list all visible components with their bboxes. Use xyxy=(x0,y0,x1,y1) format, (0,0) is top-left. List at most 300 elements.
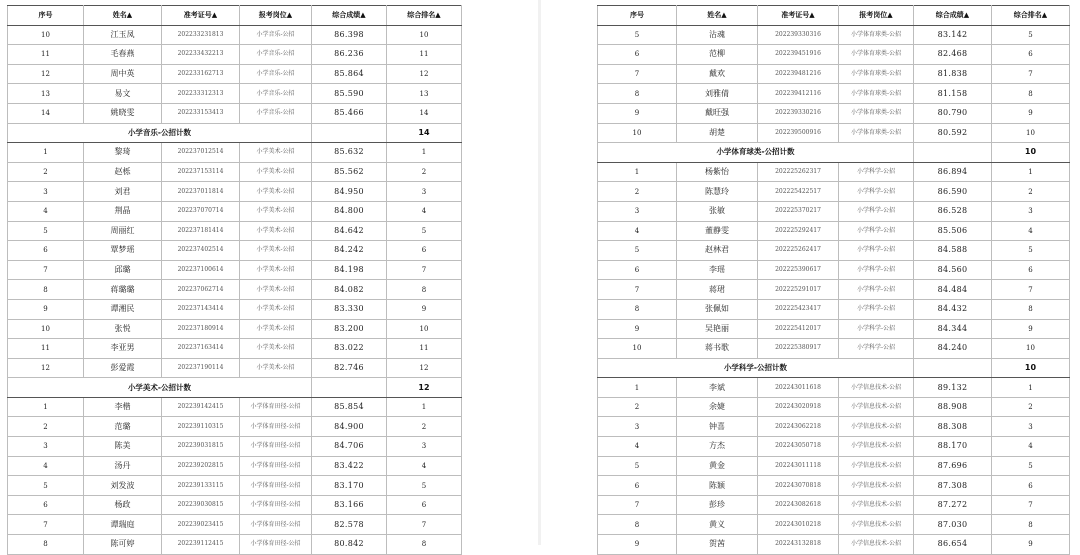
header-exam-no[interactable]: 准考证号▲ xyxy=(162,6,240,26)
header-rank[interactable]: 综合排名▲ xyxy=(992,6,1070,26)
rank-cell: 1 xyxy=(387,397,462,417)
name-cell: 彭珍 xyxy=(677,495,758,515)
post-cell: 小学体育田径-公招 xyxy=(240,495,312,515)
score-cell: 81.838 xyxy=(914,64,992,84)
seq-cell: 4 xyxy=(598,221,677,241)
name-cell: 毛春燕 xyxy=(84,45,162,65)
score-cell: 84.198 xyxy=(312,260,387,280)
rank-cell: 6 xyxy=(992,260,1070,280)
exam-no-cell: 202225390617 xyxy=(758,260,839,280)
name-cell: 彭爱霞 xyxy=(84,358,162,378)
rank-cell: 8 xyxy=(387,280,462,300)
score-cell: 85.506 xyxy=(914,221,992,241)
score-cell: 83.422 xyxy=(312,456,387,476)
header-name[interactable]: 姓名▲ xyxy=(84,6,162,26)
name-cell: 周中英 xyxy=(84,64,162,84)
table-row xyxy=(8,280,462,300)
post-cell: 小学体育球类-公招 xyxy=(839,64,914,84)
subtotal-row xyxy=(8,378,462,398)
exam-no-cell: 202239142415 xyxy=(162,397,240,417)
name-cell: 黄金 xyxy=(677,456,758,476)
name-cell: 汤丹 xyxy=(84,456,162,476)
rank-cell: 12 xyxy=(387,64,462,84)
post-cell: 小学科学-公招 xyxy=(839,221,914,241)
rank-cell: 2 xyxy=(387,417,462,437)
post-cell: 小学体育田径-公招 xyxy=(240,417,312,437)
table-row xyxy=(8,182,462,202)
subtotal-empty xyxy=(914,143,992,163)
seq-cell: 10 xyxy=(598,123,677,143)
score-cell: 80.790 xyxy=(914,103,992,123)
post-cell: 小学信息技术-公招 xyxy=(839,456,914,476)
subtotal-count: 14 xyxy=(387,123,462,143)
name-cell: 戴旺强 xyxy=(677,103,758,123)
table-row xyxy=(598,378,1070,398)
rank-cell: 10 xyxy=(387,25,462,45)
score-cell: 83.170 xyxy=(312,476,387,496)
name-cell: 陈颖 xyxy=(677,476,758,496)
post-cell: 小学科学-公招 xyxy=(839,241,914,261)
subtotal-empty xyxy=(914,358,992,378)
seq-cell: 9 xyxy=(598,535,677,555)
subtotal-empty xyxy=(312,123,387,143)
name-cell: 赵林君 xyxy=(677,241,758,261)
table-row xyxy=(8,260,462,280)
name-cell: 姚晓雯 xyxy=(84,103,162,123)
score-cell: 88.308 xyxy=(914,417,992,437)
score-cell: 82.468 xyxy=(914,45,992,65)
seq-cell: 2 xyxy=(598,397,677,417)
seq-cell: 10 xyxy=(598,339,677,359)
name-cell: 张悦 xyxy=(84,319,162,339)
score-cell: 82.578 xyxy=(312,515,387,535)
table-row xyxy=(598,123,1070,143)
post-cell: 小学信息技术-公招 xyxy=(839,378,914,398)
exam-no-cell: 202225423417 xyxy=(758,299,839,319)
exam-no-cell: 202239412116 xyxy=(758,84,839,104)
table-row xyxy=(598,299,1070,319)
post-cell: 小学美术-公招 xyxy=(240,260,312,280)
seq-cell: 3 xyxy=(8,437,84,457)
exam-no-cell: 202243050718 xyxy=(758,437,839,457)
name-cell: 吴艳丽 xyxy=(677,319,758,339)
left-page xyxy=(0,0,539,549)
name-cell: 董静雯 xyxy=(677,221,758,241)
score-cell: 86.590 xyxy=(914,182,992,202)
score-cell: 84.484 xyxy=(914,280,992,300)
table-row xyxy=(598,397,1070,417)
exam-no-cell: 202225292417 xyxy=(758,221,839,241)
score-cell: 84.900 xyxy=(312,417,387,437)
rank-cell: 12 xyxy=(387,358,462,378)
name-cell: 赵栎 xyxy=(84,162,162,182)
exam-no-cell: 202239112415 xyxy=(162,535,240,555)
score-cell: 84.588 xyxy=(914,241,992,261)
score-cell: 80.842 xyxy=(312,535,387,555)
post-cell: 小学美术-公招 xyxy=(240,182,312,202)
rank-cell: 4 xyxy=(992,221,1070,241)
seq-cell: 12 xyxy=(8,358,84,378)
exam-no-cell: 202243020918 xyxy=(758,397,839,417)
rank-cell: 8 xyxy=(992,84,1070,104)
post-cell: 小学音乐-公招 xyxy=(240,103,312,123)
seq-cell: 6 xyxy=(8,241,84,261)
rank-cell: 5 xyxy=(387,476,462,496)
rank-cell: 8 xyxy=(992,515,1070,535)
rank-cell: 6 xyxy=(992,476,1070,496)
table-row xyxy=(598,84,1070,104)
score-cell: 84.706 xyxy=(312,437,387,457)
exam-no-cell: 202239481216 xyxy=(758,64,839,84)
header-post[interactable]: 报考岗位▲ xyxy=(839,6,914,26)
post-cell: 小学美术-公招 xyxy=(240,339,312,359)
seq-cell: 10 xyxy=(8,319,84,339)
seq-cell: 5 xyxy=(598,25,677,45)
name-cell: 陈慧玲 xyxy=(677,182,758,202)
post-cell: 小学信息技术-公招 xyxy=(839,397,914,417)
rank-cell: 2 xyxy=(992,397,1070,417)
table-row xyxy=(8,299,462,319)
table-row xyxy=(598,45,1070,65)
subtotal-empty xyxy=(312,378,387,398)
table-row xyxy=(8,103,462,123)
score-cell: 83.022 xyxy=(312,339,387,359)
rank-cell: 2 xyxy=(387,162,462,182)
table-row xyxy=(598,162,1070,182)
exam-no-cell: 202237163414 xyxy=(162,339,240,359)
table-row xyxy=(8,397,462,417)
name-cell: 陈可婷 xyxy=(84,535,162,555)
rank-cell: 6 xyxy=(992,45,1070,65)
rank-cell: 11 xyxy=(387,45,462,65)
seq-cell: 1 xyxy=(598,378,677,398)
post-cell: 小学科学-公招 xyxy=(839,162,914,182)
score-cell: 83.200 xyxy=(312,319,387,339)
rank-cell: 7 xyxy=(992,64,1070,84)
rank-cell: 10 xyxy=(992,339,1070,359)
post-cell: 小学科学-公招 xyxy=(839,339,914,359)
table-row xyxy=(598,221,1070,241)
exam-no-cell: 202239023415 xyxy=(162,515,240,535)
score-cell: 85.466 xyxy=(312,103,387,123)
score-cell: 84.242 xyxy=(312,241,387,261)
seq-cell: 8 xyxy=(598,515,677,535)
post-cell: 小学信息技术-公招 xyxy=(839,417,914,437)
seq-cell: 3 xyxy=(8,182,84,202)
exam-no-cell: 202233231813 xyxy=(162,25,240,45)
post-cell: 小学体育田径-公招 xyxy=(240,397,312,417)
post-cell: 小学体育球类-公招 xyxy=(839,45,914,65)
rank-cell: 3 xyxy=(992,201,1070,221)
name-cell: 谭瑞庭 xyxy=(84,515,162,535)
score-cell: 84.432 xyxy=(914,299,992,319)
exam-no-cell: 202237012514 xyxy=(162,143,240,163)
name-cell: 方杰 xyxy=(677,437,758,457)
post-cell: 小学音乐-公招 xyxy=(240,64,312,84)
seq-cell: 4 xyxy=(598,437,677,457)
header-score[interactable]: 综合成绩▲ xyxy=(914,6,992,26)
post-cell: 小学科学-公招 xyxy=(839,299,914,319)
exam-no-cell: 202237190114 xyxy=(162,358,240,378)
exam-no-cell: 202225412017 xyxy=(758,319,839,339)
table-row xyxy=(8,45,462,65)
rank-cell: 9 xyxy=(387,299,462,319)
results-table-right xyxy=(597,5,1070,555)
seq-cell: 3 xyxy=(598,417,677,437)
subtotal-count: 12 xyxy=(387,378,462,398)
header-score[interactable]: 综合成绩▲ xyxy=(312,6,387,26)
name-cell: 黄义 xyxy=(677,515,758,535)
header-name[interactable]: 姓名▲ xyxy=(677,6,758,26)
score-cell: 85.632 xyxy=(312,143,387,163)
subtotal-row xyxy=(8,123,462,143)
name-cell: 周丽红 xyxy=(84,221,162,241)
seq-cell: 11 xyxy=(8,45,84,65)
table-row xyxy=(8,162,462,182)
post-cell: 小学美术-公招 xyxy=(240,358,312,378)
score-cell: 87.696 xyxy=(914,456,992,476)
name-cell: 胡楚 xyxy=(677,123,758,143)
post-cell: 小学科学-公招 xyxy=(839,260,914,280)
rank-cell: 3 xyxy=(992,417,1070,437)
score-cell: 84.800 xyxy=(312,201,387,221)
subtotal-label: 小学美术-公招计数 xyxy=(8,378,312,398)
exam-no-cell: 202233162713 xyxy=(162,64,240,84)
header-seq[interactable]: 序号 xyxy=(598,6,677,26)
post-cell: 小学信息技术-公招 xyxy=(839,495,914,515)
exam-no-cell: 202239500916 xyxy=(758,123,839,143)
exam-no-cell: 202225262417 xyxy=(758,241,839,261)
exam-no-cell: 202239451916 xyxy=(758,45,839,65)
table-row xyxy=(598,280,1070,300)
exam-no-cell: 202239330316 xyxy=(758,25,839,45)
table-row xyxy=(8,201,462,221)
subtotal-row xyxy=(598,358,1070,378)
score-cell: 85.854 xyxy=(312,397,387,417)
table-row xyxy=(598,241,1070,261)
seq-cell: 7 xyxy=(598,495,677,515)
table-row xyxy=(598,437,1070,457)
post-cell: 小学信息技术-公招 xyxy=(839,476,914,496)
right-page xyxy=(541,0,1080,549)
rank-cell: 8 xyxy=(992,299,1070,319)
table-row xyxy=(8,143,462,163)
post-cell: 小学信息技术-公招 xyxy=(839,437,914,457)
seq-cell: 13 xyxy=(8,84,84,104)
name-cell: 张佩如 xyxy=(677,299,758,319)
post-cell: 小学美术-公招 xyxy=(240,221,312,241)
rank-cell: 7 xyxy=(387,260,462,280)
exam-no-cell: 202225422517 xyxy=(758,182,839,202)
score-cell: 83.142 xyxy=(914,25,992,45)
score-cell: 87.030 xyxy=(914,515,992,535)
post-cell: 小学科学-公招 xyxy=(839,280,914,300)
exam-no-cell: 202243082618 xyxy=(758,495,839,515)
name-cell: 李楷 xyxy=(84,397,162,417)
seq-cell: 2 xyxy=(8,162,84,182)
score-cell: 84.642 xyxy=(312,221,387,241)
name-cell: 杨紫怡 xyxy=(677,162,758,182)
seq-cell: 6 xyxy=(598,260,677,280)
post-cell: 小学体育田径-公招 xyxy=(240,535,312,555)
seq-cell: 6 xyxy=(598,476,677,496)
post-cell: 小学美术-公招 xyxy=(240,162,312,182)
exam-no-cell: 202225262317 xyxy=(758,162,839,182)
name-cell: 李斌 xyxy=(677,378,758,398)
name-cell: 邱璐 xyxy=(84,260,162,280)
table-row xyxy=(598,515,1070,535)
table-row xyxy=(598,260,1070,280)
score-cell: 87.272 xyxy=(914,495,992,515)
exam-no-cell: 202243132818 xyxy=(758,535,839,555)
post-cell: 小学美术-公招 xyxy=(240,319,312,339)
table-row xyxy=(8,339,462,359)
rank-cell: 1 xyxy=(992,378,1070,398)
name-cell: 刘君 xyxy=(84,182,162,202)
name-cell: 杨政 xyxy=(84,495,162,515)
exam-no-cell: 202243011118 xyxy=(758,456,839,476)
header-row xyxy=(598,6,1070,26)
seq-cell: 8 xyxy=(8,535,84,555)
rank-cell: 3 xyxy=(387,437,462,457)
seq-cell: 4 xyxy=(8,456,84,476)
seq-cell: 1 xyxy=(598,162,677,182)
exam-no-cell: 202239202815 xyxy=(162,456,240,476)
rank-cell: 6 xyxy=(387,241,462,261)
table-row xyxy=(598,417,1070,437)
name-cell: 蒋书歌 xyxy=(677,339,758,359)
score-cell: 86.236 xyxy=(312,45,387,65)
name-cell: 范柳 xyxy=(677,45,758,65)
rank-cell: 5 xyxy=(992,25,1070,45)
score-cell: 86.528 xyxy=(914,201,992,221)
rank-cell: 13 xyxy=(387,84,462,104)
score-cell: 84.344 xyxy=(914,319,992,339)
rank-cell: 14 xyxy=(387,103,462,123)
post-cell: 小学美术-公招 xyxy=(240,241,312,261)
score-cell: 86.894 xyxy=(914,162,992,182)
seq-cell: 9 xyxy=(598,103,677,123)
subtotal-row xyxy=(598,143,1070,163)
name-cell: 李瑶 xyxy=(677,260,758,280)
table-row xyxy=(598,339,1070,359)
table-row xyxy=(8,437,462,457)
post-cell: 小学体育田径-公招 xyxy=(240,476,312,496)
score-cell: 84.082 xyxy=(312,280,387,300)
post-cell: 小学音乐-公招 xyxy=(240,25,312,45)
header-exam-no[interactable]: 准考证号▲ xyxy=(758,6,839,26)
score-cell: 82.746 xyxy=(312,358,387,378)
table-row xyxy=(598,103,1070,123)
rank-cell: 5 xyxy=(992,456,1070,476)
seq-cell: 1 xyxy=(8,143,84,163)
post-cell: 小学体育球类-公招 xyxy=(839,25,914,45)
post-cell: 小学体育田径-公招 xyxy=(240,437,312,457)
exam-no-cell: 202237402514 xyxy=(162,241,240,261)
post-cell: 小学美术-公招 xyxy=(240,201,312,221)
exam-no-cell: 202237011814 xyxy=(162,182,240,202)
score-cell: 88.170 xyxy=(914,437,992,457)
exam-no-cell: 202239030815 xyxy=(162,495,240,515)
table-row xyxy=(598,182,1070,202)
score-cell: 86.654 xyxy=(914,535,992,555)
table-row xyxy=(8,84,462,104)
name-cell: 刘发波 xyxy=(84,476,162,496)
post-cell: 小学美术-公招 xyxy=(240,143,312,163)
rank-cell: 1 xyxy=(992,162,1070,182)
rank-cell: 11 xyxy=(387,339,462,359)
header-seq[interactable]: 序号 xyxy=(8,6,84,26)
name-cell: 刘雅倩 xyxy=(677,84,758,104)
table-row xyxy=(598,535,1070,555)
score-cell: 80.592 xyxy=(914,123,992,143)
seq-cell: 8 xyxy=(598,84,677,104)
name-cell: 江玉凤 xyxy=(84,25,162,45)
score-cell: 83.330 xyxy=(312,299,387,319)
name-cell: 李亚男 xyxy=(84,339,162,359)
rank-cell: 9 xyxy=(992,319,1070,339)
seq-cell: 8 xyxy=(598,299,677,319)
exam-no-cell: 202225370217 xyxy=(758,201,839,221)
seq-cell: 9 xyxy=(8,299,84,319)
name-cell: 贺茜 xyxy=(677,535,758,555)
seq-cell: 7 xyxy=(598,64,677,84)
seq-cell: 9 xyxy=(598,319,677,339)
results-table-left xyxy=(7,5,462,555)
post-cell: 小学体育球类-公招 xyxy=(839,103,914,123)
seq-cell: 7 xyxy=(8,260,84,280)
table-row xyxy=(8,241,462,261)
rank-cell: 5 xyxy=(387,221,462,241)
table-row xyxy=(8,515,462,535)
rank-cell: 7 xyxy=(992,280,1070,300)
name-cell: 蒋璐璐 xyxy=(84,280,162,300)
score-cell: 84.240 xyxy=(914,339,992,359)
header-post[interactable]: 报考岗位▲ xyxy=(240,6,312,26)
seq-cell: 3 xyxy=(598,201,677,221)
subtotal-count: 10 xyxy=(992,143,1070,163)
post-cell: 小学体育球类-公招 xyxy=(839,123,914,143)
seq-cell: 12 xyxy=(8,64,84,84)
table-row xyxy=(598,456,1070,476)
score-cell: 83.166 xyxy=(312,495,387,515)
post-cell: 小学美术-公招 xyxy=(240,280,312,300)
subtotal-label: 小学科学-公招计数 xyxy=(598,358,914,378)
rank-cell: 7 xyxy=(387,515,462,535)
name-cell: 谭湘民 xyxy=(84,299,162,319)
exam-no-cell: 202237062714 xyxy=(162,280,240,300)
rank-cell: 6 xyxy=(387,495,462,515)
name-cell: 范璐 xyxy=(84,417,162,437)
exam-no-cell: 202225291017 xyxy=(758,280,839,300)
table-row xyxy=(8,476,462,496)
seq-cell: 6 xyxy=(8,495,84,515)
table-row xyxy=(8,417,462,437)
seq-cell: 11 xyxy=(8,339,84,359)
rank-cell: 8 xyxy=(387,535,462,555)
seq-cell: 6 xyxy=(598,45,677,65)
post-cell: 小学音乐-公招 xyxy=(240,84,312,104)
table-row xyxy=(8,535,462,555)
post-cell: 小学体育田径-公招 xyxy=(240,515,312,535)
rank-cell: 9 xyxy=(992,103,1070,123)
header-rank[interactable]: 综合排名▲ xyxy=(387,6,462,26)
exam-no-cell: 202233153413 xyxy=(162,103,240,123)
name-cell: 余婕 xyxy=(677,397,758,417)
table-row xyxy=(598,495,1070,515)
table-row xyxy=(598,476,1070,496)
name-cell: 钟喜 xyxy=(677,417,758,437)
